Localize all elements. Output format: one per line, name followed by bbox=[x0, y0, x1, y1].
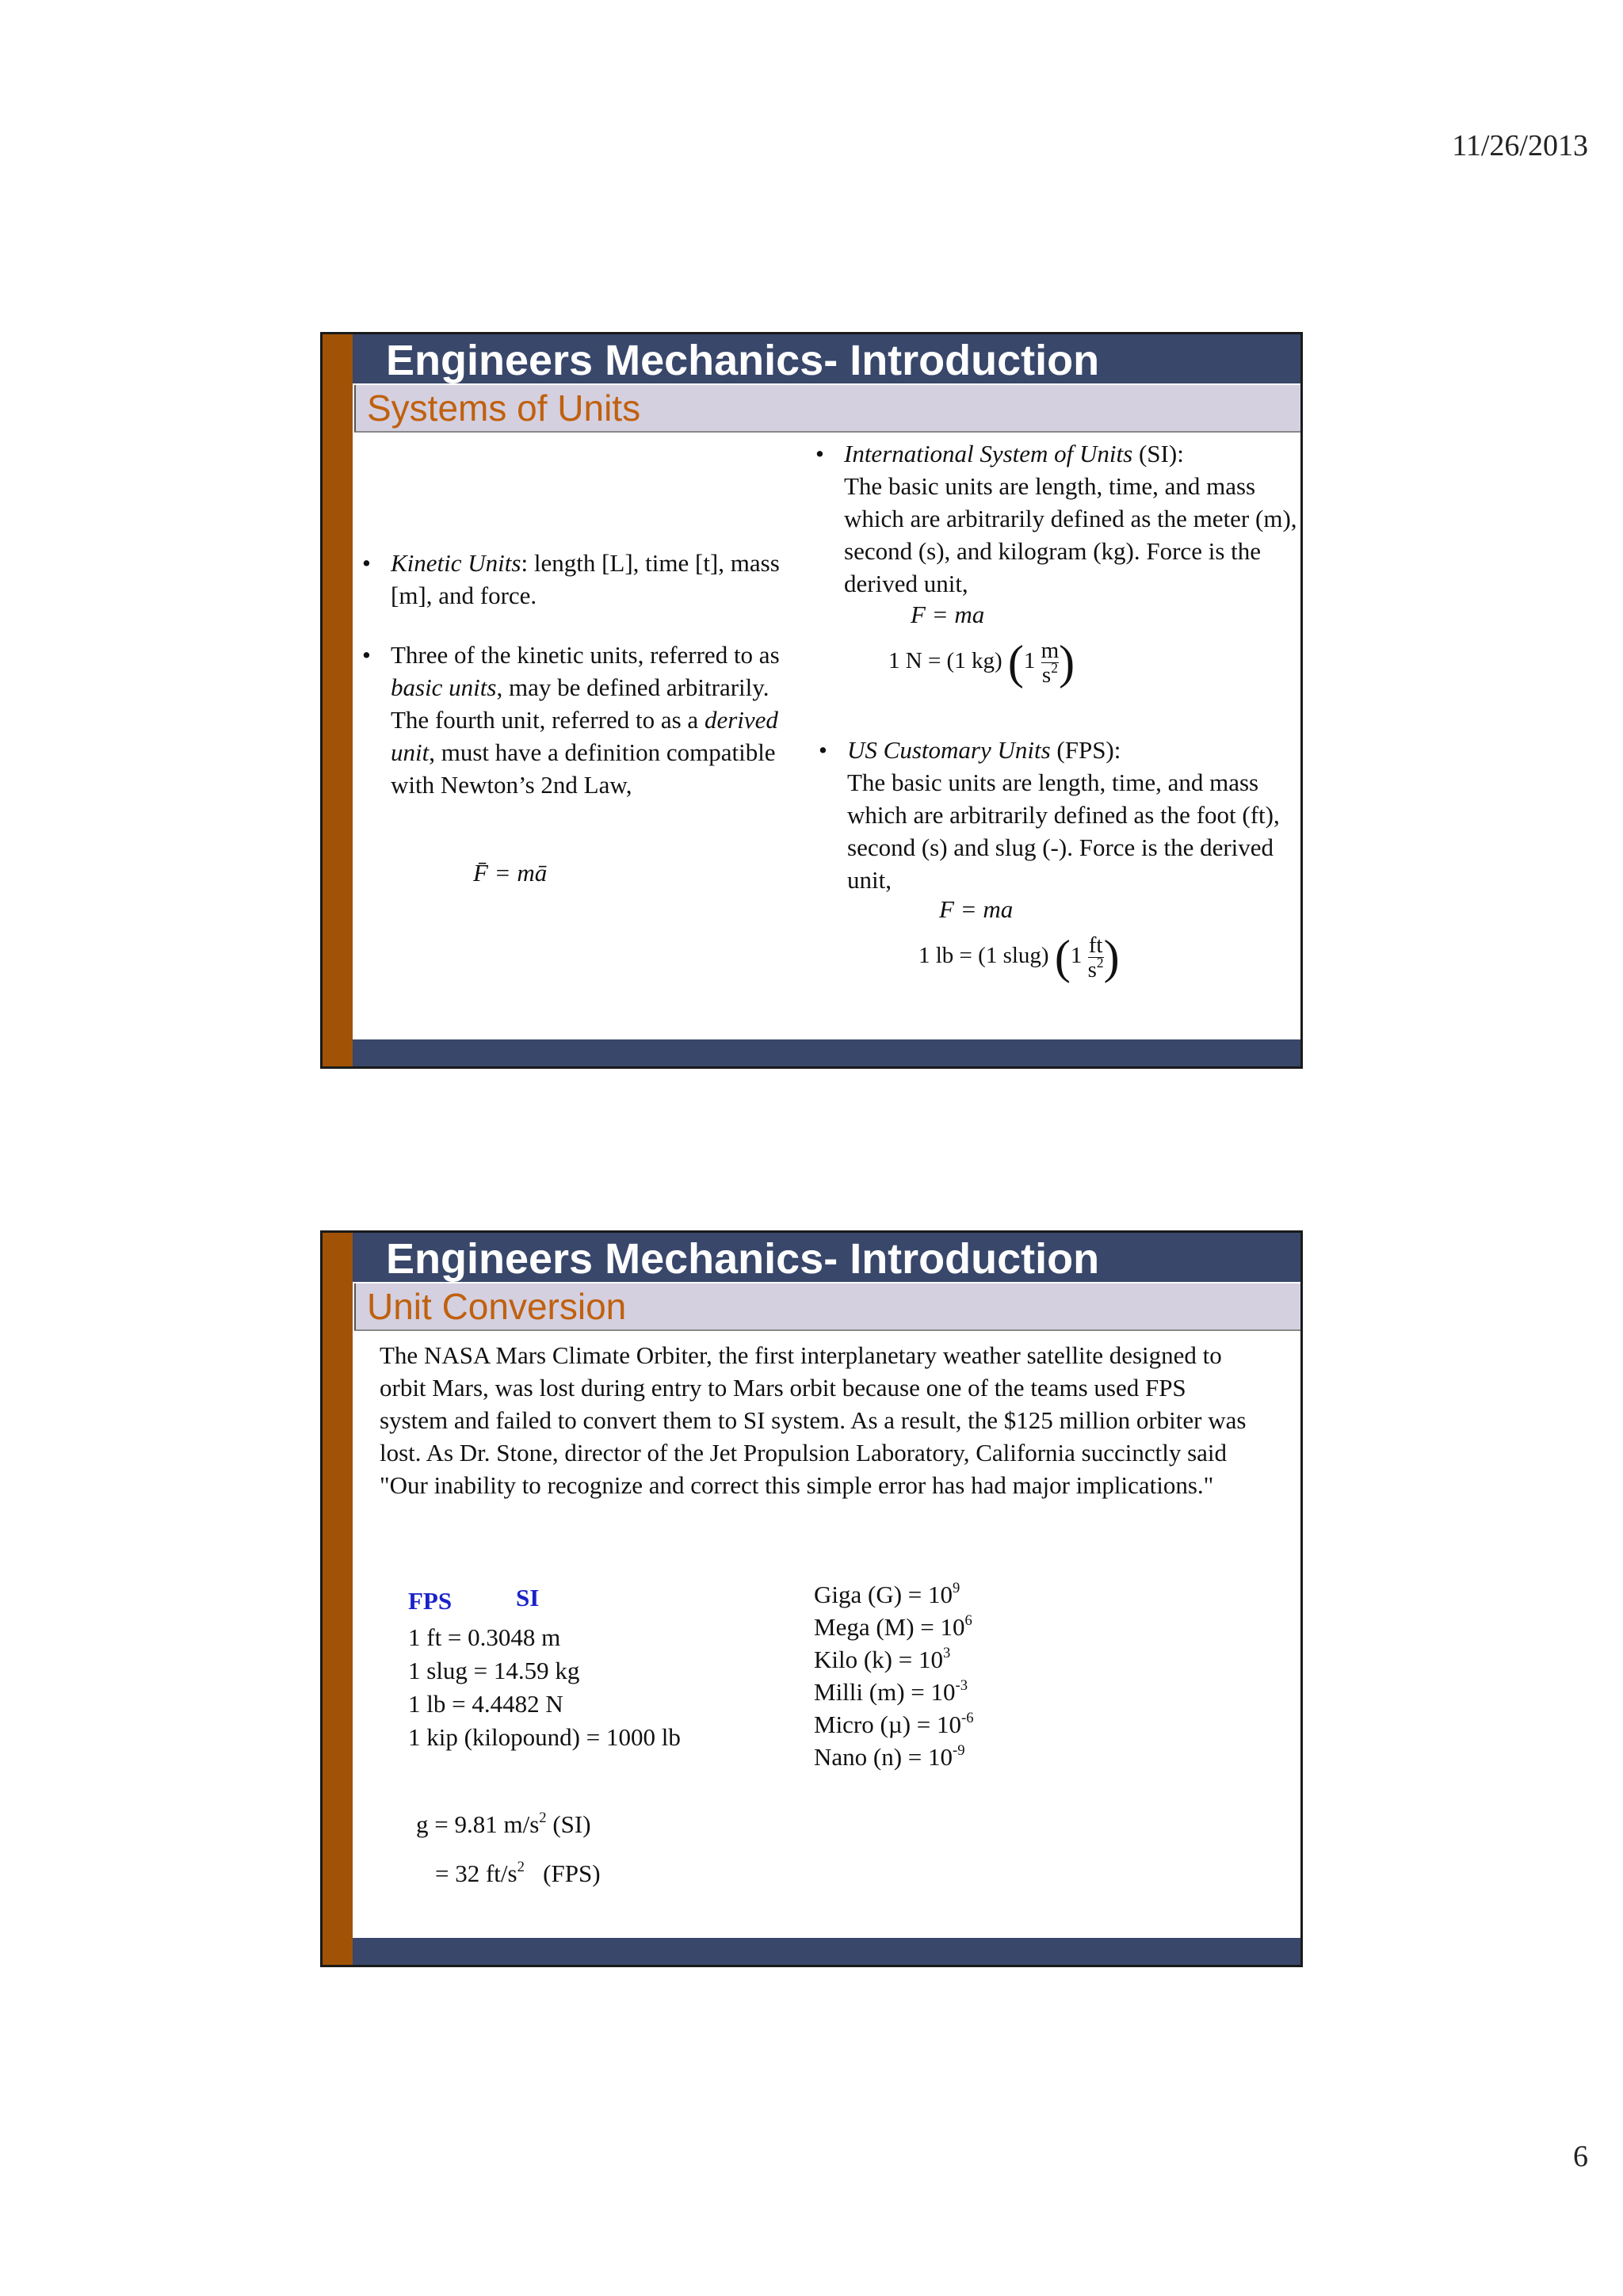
slide-bottom-bar bbox=[353, 1938, 1300, 1965]
us-force-equation: F = ma bbox=[939, 895, 1014, 923]
page-date: 11/26/2013 bbox=[1452, 129, 1588, 162]
mars-orbiter-paragraph: The NASA Mars Climate Orbiter, the first interplanetary weather satellite designed to orbit Mars, was lost during entry to Mars orbit because one of the teams used FPS system and failed to convert them to SI system. As a result, the $125 million orbiter was lost. As Dr. Stone, director of the Jet Propulsion Laboratory, California succinctly said "Our inability to recognize and correct this simple error has had major implications." bbox=[380, 1341, 1247, 1499]
us-units-suffix: (FPS): bbox=[1050, 736, 1121, 764]
si-newton-one: 1 bbox=[1023, 648, 1036, 674]
basic-units-text: , may be defined arbitrarily. The fourth unit, referred to as a bbox=[391, 673, 769, 734]
exponent: 2 bbox=[539, 1809, 547, 1826]
prefix-item bbox=[814, 1708, 974, 1741]
slide-title: Engineers Mechanics- Introduction bbox=[386, 1235, 1100, 1283]
paren-close: ) bbox=[1059, 636, 1075, 688]
prefix-item bbox=[814, 1676, 974, 1708]
kinetic-units-label: Kinetic Units bbox=[391, 549, 521, 577]
slide-subtitle: Unit Conversion bbox=[367, 1286, 627, 1327]
exponent: 2 bbox=[1051, 659, 1058, 676]
gravity-si bbox=[416, 1808, 591, 1840]
prefix-item bbox=[814, 1643, 974, 1676]
prefix-label: Nano (n) = 10 bbox=[814, 1743, 953, 1771]
fraction-numerator: m bbox=[1041, 638, 1060, 663]
slide-title: Engineers Mechanics- Introduction bbox=[386, 337, 1100, 384]
prefix-exponent: -3 bbox=[955, 1676, 968, 1694]
slide-accent-bar bbox=[323, 334, 353, 1066]
gravity-fps bbox=[435, 1857, 601, 1890]
denominator-unit: s bbox=[1041, 662, 1052, 688]
gravity-si-value: g = 9.81 m/s bbox=[416, 1810, 540, 1838]
prefix-label: Giga (G) = 10 bbox=[814, 1581, 953, 1608]
prefix-exponent: -6 bbox=[961, 1709, 974, 1726]
si-newton-fraction bbox=[1041, 639, 1060, 687]
paren-close: ) bbox=[1103, 931, 1120, 983]
derived-unit-term: derived unit bbox=[391, 706, 778, 766]
slide-systems-of-units bbox=[320, 332, 1303, 1069]
gravity-si-unit-system: (SI) bbox=[546, 1810, 591, 1838]
conversion-item: 1 ft = 0.3048 m bbox=[408, 1623, 561, 1651]
prefix-item bbox=[814, 1578, 974, 1611]
bullet-dot: • bbox=[362, 641, 371, 669]
slide-subtitle-bar bbox=[354, 385, 1300, 433]
us-pound-left: 1 lb = (1 slug) bbox=[918, 943, 1049, 969]
basic-units-text: , must have a definition compatible with Newton’s 2nd Law, bbox=[391, 738, 776, 799]
slide-subtitle-bar bbox=[354, 1283, 1300, 1331]
slide-subtitle: Systems of Units bbox=[367, 387, 641, 429]
bullet-dot: • bbox=[815, 440, 824, 467]
exponent: 2 bbox=[517, 1858, 525, 1875]
paren-open: ( bbox=[1054, 931, 1071, 983]
fraction-numerator: ft bbox=[1088, 933, 1103, 958]
bullet-dot: • bbox=[819, 736, 827, 764]
slide-accent-bar bbox=[323, 1233, 353, 1965]
conversion-item: 1 lb = 4.4482 N bbox=[408, 1690, 563, 1718]
page-number: 6 bbox=[1573, 2140, 1588, 2173]
newton-second-law-equation: F̄ = mā bbox=[473, 859, 548, 887]
denominator-unit: s bbox=[1087, 957, 1097, 982]
exponent: 2 bbox=[1096, 954, 1104, 971]
us-pound-definition bbox=[918, 930, 1120, 985]
gravity-fps-value: = 32 ft/s bbox=[435, 1859, 517, 1887]
si-force-equation: F = ma bbox=[911, 601, 985, 628]
bullet-si-units bbox=[815, 437, 1303, 600]
conversion-list bbox=[408, 1621, 681, 1754]
prefix-item bbox=[814, 1741, 974, 1773]
fraction-denominator bbox=[1041, 659, 1060, 688]
fps-header: FPS bbox=[408, 1587, 453, 1615]
prefix-label: Mega (M) = 10 bbox=[814, 1613, 965, 1641]
us-pound-one: 1 bbox=[1070, 943, 1083, 969]
us-pound-fraction bbox=[1088, 933, 1104, 982]
si-units-label: International System of Units bbox=[844, 440, 1133, 467]
prefix-exponent: 3 bbox=[943, 1644, 951, 1661]
prefix-label: Milli (m) = 10 bbox=[814, 1678, 956, 1706]
basic-units-term: basic units bbox=[391, 673, 497, 701]
si-units-text: The basic units are length, time, and mass which are arbitrarily defined as the meter (m), second (s), and kilogram (kg). Force is the derived unit, bbox=[844, 472, 1297, 597]
kinetic-units-text: : length [L], time [t], mass [m], and force. bbox=[391, 549, 780, 609]
prefix-exponent: 6 bbox=[964, 1611, 972, 1629]
us-units-label: US Customary Units bbox=[847, 736, 1051, 764]
si-units-suffix: (SI): bbox=[1132, 440, 1184, 467]
si-newton-left: 1 N = (1 kg) bbox=[888, 648, 1002, 674]
bullet-us-units bbox=[819, 734, 1303, 896]
slide-title-bar bbox=[353, 334, 1300, 383]
prefix-label: Kilo (k) = 10 bbox=[814, 1646, 943, 1673]
slide-bottom-bar bbox=[353, 1039, 1300, 1066]
conversion-item: 1 kip (kilopound) = 1000 lb bbox=[408, 1723, 681, 1751]
bullet-basic-units bbox=[362, 639, 795, 801]
bullet-dot: • bbox=[362, 549, 371, 577]
prefix-exponent: -9 bbox=[953, 1741, 965, 1759]
prefix-exponent: 9 bbox=[953, 1579, 960, 1596]
prefix-label: Micro (µ) = 10 bbox=[814, 1711, 961, 1738]
fraction-denominator bbox=[1087, 954, 1104, 982]
gravity-fps-unit-system: (FPS) bbox=[524, 1859, 601, 1887]
si-header: SI bbox=[516, 1584, 540, 1611]
basic-units-text: Three of the kinetic units, referred to as bbox=[391, 641, 780, 669]
slide-unit-conversion bbox=[320, 1230, 1303, 1967]
slide-title-bar bbox=[353, 1233, 1300, 1282]
paren-open: ( bbox=[1007, 636, 1024, 688]
bullet-kinetic-units bbox=[362, 547, 795, 612]
si-prefix-list bbox=[814, 1578, 974, 1773]
conversion-item: 1 slug = 14.59 kg bbox=[408, 1657, 580, 1684]
us-units-text: The basic units are length, time, and mass which are arbitrarily defined as the foot (ft), second (s) and slug (-). Force is the derived unit, bbox=[847, 769, 1280, 894]
si-newton-definition bbox=[888, 635, 1075, 690]
prefix-item bbox=[814, 1611, 974, 1643]
